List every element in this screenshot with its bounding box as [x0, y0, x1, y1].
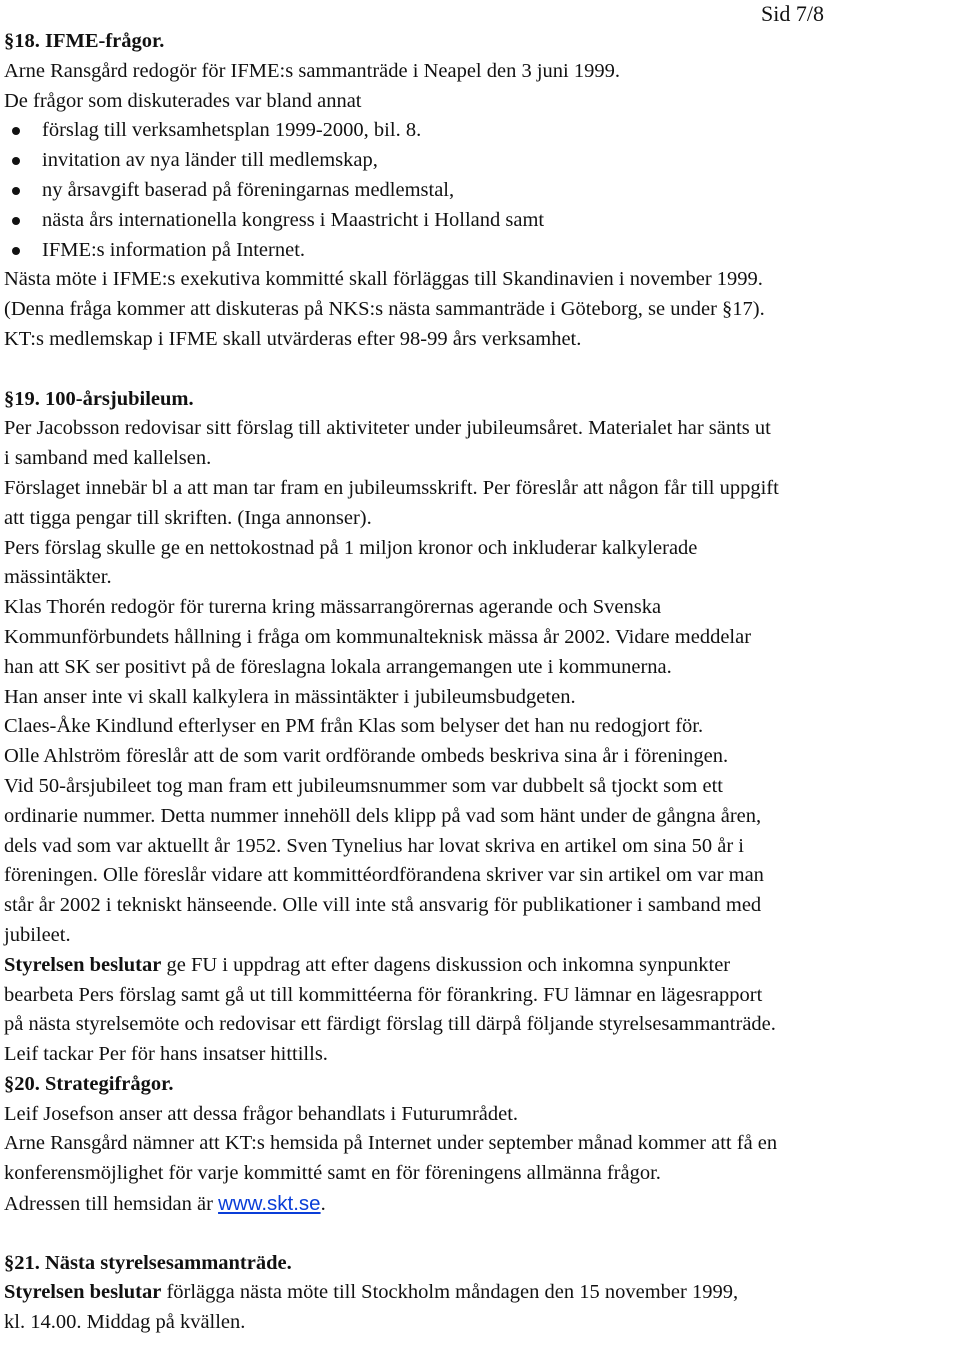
text-line: mässintäkter. [4, 566, 112, 589]
website-link[interactable]: www.skt.se [218, 1192, 321, 1216]
text-line: föreningen. Olle föreslår vidare att kommittéordförandena skriver var sin artikel om var man [4, 864, 764, 887]
text-line: i samband med kallelsen. [4, 447, 212, 470]
bullet-icon [12, 247, 20, 255]
text-line: Claes-Åke Kindlund efterlyser en PM från Klas som belyser det han nu redogjort för. [4, 715, 704, 738]
spacer [4, 355, 954, 385]
text-line: jubileet. [4, 923, 71, 946]
bullet-icon [12, 127, 20, 135]
list-item: invitation av nya länder till medlemskap, [4, 146, 954, 176]
paragraph: (Denna fråga kommer att diskuteras på NKS:s nästa sammanträde i Göteborg, se under §17). [4, 298, 765, 321]
text-line: Vid 50-årsjubileet tog man fram ett jubileumsnummer som var dubbelt så tjockt som ett [4, 774, 723, 797]
section-21-heading: §21. Nästa styrelsesammanträde. [4, 1251, 292, 1274]
section-20-heading: §20. Strategifrågor. [4, 1072, 174, 1095]
decision-label: Styrelsen beslutar [4, 1281, 162, 1304]
decision-line: Styrelsen beslutar förlägga nästa möte till Stockholm måndagen den 15 november 1999, [4, 1281, 739, 1304]
text-line: konferensmöjlighet för varje kommitté samt en för föreningens allmänna frågor. [4, 1162, 661, 1185]
text-line: Arne Ransgård nämner att KT:s hemsida på Internet under september månad kommer att få en [4, 1132, 778, 1155]
text-line: han att SK ser positivt på de föreslagna lokala arrangemangen ute i kommunerna. [4, 655, 672, 678]
text-line: Han anser inte vi skall kalkylera in mässintäkter i jubileumsbudgeten. [4, 685, 576, 708]
list-item: förslag till verksamhetsplan 1999-2000, bil. 8. [4, 116, 954, 146]
text-line: på nästa styrelsemöte och redovisar ett färdigt förslag till därpå följande styrelsesammanträde. [4, 1013, 776, 1036]
text-line: står år 2002 i tekniskt hänseende. Olle vill inte stå ansvarig för publikationer i samband med [4, 894, 762, 917]
decision-label: Styrelsen beslutar [4, 953, 162, 976]
list-item: IFME:s information på Internet. [4, 236, 954, 266]
text-line: kl. 14.00. Middag på kvällen. [4, 1311, 246, 1334]
text-line: Leif Josefson anser att dessa frågor behandlats i Futurumrådet. [4, 1102, 519, 1125]
bullet-icon [12, 187, 20, 195]
text-line: Kommunförbundets hållning i fråga om kommunalteknisk mässa år 2002. Vidare meddelar [4, 625, 752, 648]
text-line: Olle Ahlström föreslår att de som varit ordförande ombeds beskriva sina år i föreningen. [4, 745, 729, 768]
paragraph: De frågor som diskuterades var bland annat [4, 89, 362, 112]
bullet-icon [12, 157, 20, 165]
decision-line: Styrelsen beslutar ge FU i uppdrag att efter dagens diskussion och inkomna synpunkter [4, 953, 731, 976]
text-line: att tigga pengar till skriften. (Inga annonser). [4, 506, 372, 529]
text-line: dels vad som var aktuellt år 1952. Sven Tynelius har lovat skriva en artikel om sina 50 år i [4, 834, 745, 857]
text-line: Förslaget innebär bl a att man tar fram en jubileumsskrift. Per föreslår att någon får till uppgift [4, 476, 779, 499]
section-18-heading: §18. IFME-frågor. [4, 30, 165, 52]
spacer [4, 1219, 954, 1249]
paragraph: Arne Ransgård redogör för IFME:s sammanträde i Neapel den 3 juni 1999. [4, 59, 620, 82]
text-line: Klas Thorén redogör för turerna kring mässarrangörernas agerande och Svenska [4, 596, 662, 619]
text-line: Pers förslag skulle ge en nettokostnad på 1 miljon kronor och inkluderar kalkylerade [4, 536, 698, 559]
section-19-heading: §19. 100-årsjubileum. [4, 387, 194, 410]
bullet-icon [12, 217, 20, 225]
list-item: nästa års internationella kongress i Maastricht i Holland samt [4, 206, 954, 236]
paragraph: KT:s medlemskap i IFME skall utvärderas efter 98-99 års verksamhet. [4, 327, 582, 350]
bullet-list [4, 116, 954, 265]
page-number: Sid 7/8 [761, 1, 824, 26]
list-item: ny årsavgift baserad på föreningarnas medlemstal, [4, 176, 954, 206]
address-line: Adressen till hemsidan är www.skt.se. [4, 1192, 326, 1216]
paragraph: Nästa möte i IFME:s exekutiva kommitté skall förläggas till Skandinavien i november 1999. [4, 268, 763, 291]
text-line: ordinarie nummer. Detta nummer innehöll dels klipp på vad som hänt under de gångna åren, [4, 804, 762, 827]
text-line: Leif tackar Per för hans insatser hittills. [4, 1043, 328, 1066]
text-line: Per Jacobsson redovisar sitt förslag till aktiviteter under jubileumsåret. Materialet har sänts ut [4, 417, 771, 440]
document-body [4, 27, 954, 1338]
text-line: bearbeta Pers förslag samt gå ut till kommittéerna för förankring. FU lämnar en lägesrapport [4, 983, 763, 1006]
